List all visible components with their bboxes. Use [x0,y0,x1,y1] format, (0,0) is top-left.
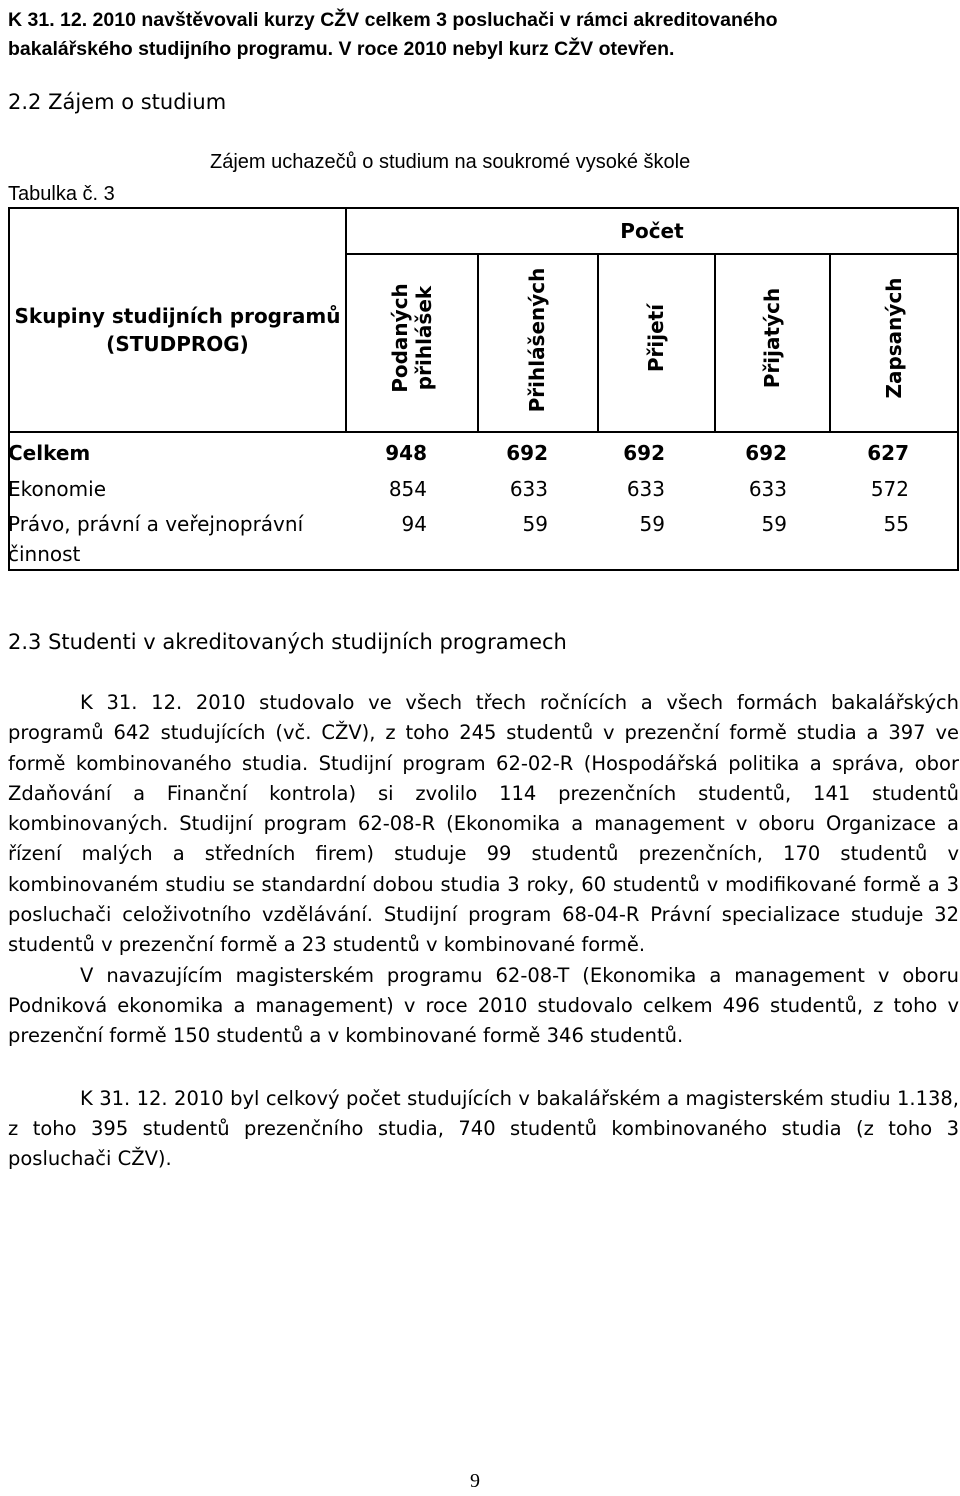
cell-registered: 59 [522,512,548,536]
row-label-line-2: činnost [8,542,81,566]
intro-line-2: bakalářského studijního programu. V roce 2010 nebyl kurz CŽV otevřen. [8,38,675,60]
applicants-table [8,207,959,571]
intro-line-1: K 31. 12. 2010 navštěvovali kurzy CŽV celkem 3 posluchači v rámci akreditovaného [8,9,778,31]
cell-admitted: 633 [748,477,787,501]
row-group-header [10,255,345,405]
row-group-header-line-1: Skupiny studijních programů [14,304,341,328]
col-divider-2 [597,253,599,431]
header-bottom-border [8,431,959,433]
cell-enrolled: 55 [883,512,909,536]
col-header-submitted-line-2: přihlášek [412,285,436,391]
cell-enrolled: 627 [867,441,909,465]
col-divider-4 [829,253,831,431]
table-border-top-left [8,207,345,209]
cell-admitted: 692 [745,441,787,465]
cell-admission: 692 [623,441,665,465]
cell-submitted: 94 [401,512,427,536]
table-border-right [957,207,959,571]
section-heading-2-2: 2.2 Zájem o studium [8,90,227,114]
col-divider-1 [477,253,479,431]
col-header-admission: Přijetí [644,303,668,373]
cell-enrolled: 572 [870,477,909,501]
cell-submitted: 948 [385,441,427,465]
paragraph-bachelor: K 31. 12. 2010 studovalo ve všech třech ročnících a všech formách bakalářských programů 642 studujících (vč. CŽV), z toho 245 studentů v prezenční formě studia a 397 ve formě kombinovaného studia. Studijní program 62-02-R (Hospodářská politika a správa, obor Zdaňování a Finanční kontrola) si zvolilo 114 prezenčních studentů, 141 studentů kombinovaných. Studijní program 62-08-R (Ekonomika a management v oboru Organizace a řízení malých a středních firem) studuje 99 studentů prezenčních, 170 studentů v kombinovaném studiu se standardní dobou studia 3 roky, 60 studentů v modifikované formě a 3 posluchači celoživotního vzdělávání. Studijní program 68-04-R Právní specializace studuje 32 studentů v prezenční formě a 23 studentů v kombinované formě. [8,691,959,957]
paragraph-master: V navazujícím magisterském programu 62-08-T (Ekonomika a management v oboru Podniková ekonomika a management) v roce 2010 studovalo celkem 496 studentů, z toho v prezenční formě 150 studentů a v kombinované formě 346 studentů. [8,963,959,1048]
paragraph-total: K 31. 12. 2010 byl celkový počet studujících v bakalářském a magisterském studiu 1.138, z toho 395 studentů prezenčního studia, 740 studentů kombinovaného studia (z toho 3 posluchači CŽV). [8,1086,959,1171]
table-border-bottom [8,569,959,571]
cell-admitted: 59 [761,512,787,536]
row-label-line-1: Právo, právní a veřejnoprávní [8,512,304,536]
intro-paragraph [8,6,958,64]
cell-admission: 633 [626,477,665,501]
cell-registered: 692 [506,441,548,465]
group-header-count: Počet [620,219,684,243]
row-label [8,509,303,569]
cell-registered: 633 [509,477,548,501]
col-header-admitted: Přijatých [760,287,784,389]
table-title: Zájem uchazečů o studium na soukromé vysoké škole [210,151,691,173]
col-header-registered: Přihlášených [525,267,549,413]
cell-admission: 59 [639,512,665,536]
cell-submitted: 854 [388,477,427,501]
col-header-enrolled: Zapsaných [882,277,906,399]
section-heading-2-3: 2.3 Studenti v akreditovaných studijních programech [8,630,567,654]
col-header-submitted [388,283,436,393]
table-divider-group [345,253,959,255]
page-number: 9 [470,1470,480,1492]
row-group-header-line-2: (STUDPROG) [106,332,249,356]
row-label: Ekonomie [8,477,106,501]
col-divider-3 [714,253,716,431]
row-label: Celkem [8,441,91,465]
col-header-submitted-line-1: Podaných [388,283,412,393]
body-text [8,688,959,1174]
table-caption: Tabulka č. 3 [8,183,115,205]
